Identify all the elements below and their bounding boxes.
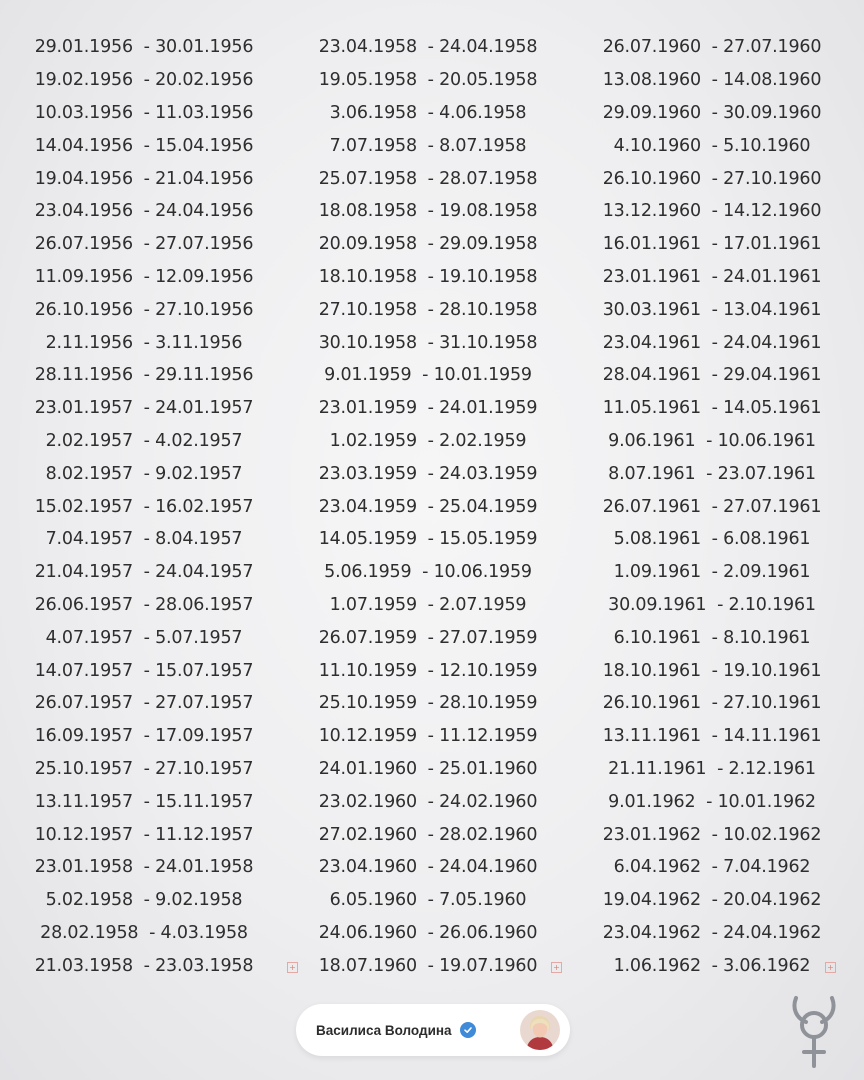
date-range-item: 6.04.1962 - 7.04.1962 [613, 857, 811, 878]
date-range-item: 14.04.1956 - 15.04.1956 [34, 135, 254, 156]
date-range-item: 8.02.1957 - 9.02.1957 [45, 463, 243, 484]
date-range-item: 19.02.1956 - 20.02.1956 [34, 70, 254, 91]
date-range-item: 26.10.1956 - 27.10.1956 [34, 299, 254, 320]
date-range-item: 23.04.1960 - 24.04.1960 [318, 857, 538, 878]
date-range-item: 18.08.1958 - 19.08.1958 [318, 201, 538, 222]
date-range-item: 28.04.1961 - 29.04.1961 [602, 365, 822, 386]
date-range-item: 1.06.1962 - 3.06.1962 [613, 955, 811, 976]
date-range-item: 23.04.1959 - 25.04.1959 [318, 496, 538, 517]
date-range-item: 23.04.1956 - 24.04.1956 [34, 201, 254, 222]
date-range-item: 26.07.1957 - 27.07.1957 [34, 693, 254, 714]
date-range-item: 3.06.1958 - 4.06.1958 [329, 102, 527, 123]
date-range-item: 30.09.1961 - 2.10.1961 [608, 594, 816, 615]
date-range-item: 5.02.1958 - 9.02.1958 [45, 890, 243, 911]
date-range-item: 14.05.1959 - 15.05.1959 [318, 529, 538, 550]
date-range-item: 23.02.1960 - 24.02.1960 [318, 791, 538, 812]
date-range-item: 13.11.1961 - 14.11.1961 [602, 726, 822, 747]
date-range-item: 14.07.1957 - 15.07.1957 [34, 660, 254, 681]
date-range-item: 7.04.1957 - 8.04.1957 [45, 529, 243, 550]
date-range-item: 11.10.1959 - 12.10.1959 [318, 660, 538, 681]
date-range-item: 10.03.1956 - 11.03.1956 [34, 102, 254, 123]
date-range-item: 19.04.1962 - 20.04.1962 [602, 890, 822, 911]
date-range-item: 28.02.1958 - 4.03.1958 [40, 922, 248, 943]
date-range-item: 23.04.1958 - 24.04.1958 [318, 37, 538, 58]
date-range-item: 30.03.1961 - 13.04.1961 [602, 299, 822, 320]
author-name: Василиса Володина [316, 1022, 452, 1038]
date-range-item: 1.09.1961 - 2.09.1961 [613, 562, 811, 583]
date-range-item: 4.07.1957 - 5.07.1957 [45, 627, 243, 648]
dates-column-1 [0, 31, 288, 982]
author-avatar [518, 1008, 562, 1052]
date-range-item: 23.01.1962 - 10.02.1962 [602, 824, 822, 845]
date-range-item: 26.07.1956 - 27.07.1956 [34, 234, 254, 255]
date-range-item: 23.01.1958 - 24.01.1958 [34, 857, 254, 878]
date-range-item: 27.10.1958 - 28.10.1958 [318, 299, 538, 320]
date-range-item: 23.01.1961 - 24.01.1961 [602, 266, 822, 287]
date-range-item: 25.10.1959 - 28.10.1959 [318, 693, 538, 714]
date-range-item: 4.10.1960 - 5.10.1960 [613, 135, 811, 156]
date-range-item: 29.09.1960 - 30.09.1960 [602, 102, 822, 123]
date-range-item: 10.12.1959 - 11.12.1959 [318, 726, 538, 747]
date-range-item: 5.06.1959 - 10.06.1959 [324, 562, 532, 583]
date-range-item: 21.03.1958 - 23.03.1958 [34, 955, 254, 976]
date-range-item: 26.07.1959 - 27.07.1959 [318, 627, 538, 648]
date-range-item: 8.07.1961 - 23.07.1961 [608, 463, 816, 484]
date-range-item: 30.10.1958 - 31.10.1958 [318, 332, 538, 353]
date-range-item: 16.01.1961 - 17.01.1961 [602, 234, 822, 255]
date-range-item: 23.04.1962 - 24.04.1962 [602, 922, 822, 943]
date-range-item: 1.02.1959 - 2.02.1959 [329, 430, 527, 451]
dates-column-3 [568, 31, 856, 982]
date-range-item: 21.04.1957 - 24.04.1957 [34, 562, 254, 583]
date-range-item: 9.01.1959 - 10.01.1959 [324, 365, 532, 386]
date-range-item: 19.05.1958 - 20.05.1958 [318, 70, 538, 91]
date-range-item: 6.10.1961 - 8.10.1961 [613, 627, 811, 648]
date-range-item: 28.11.1956 - 29.11.1956 [34, 365, 254, 386]
date-range-item: 10.12.1957 - 11.12.1957 [34, 824, 254, 845]
dates-column-2 [284, 31, 572, 982]
expand-plus-icon: + [825, 962, 836, 973]
date-range-item: 24.01.1960 - 25.01.1960 [318, 758, 538, 779]
date-range-item: 18.10.1958 - 19.10.1958 [318, 266, 538, 287]
date-range-item: 24.06.1960 - 26.06.1960 [318, 922, 538, 943]
date-range-item: 1.07.1959 - 2.07.1959 [329, 594, 527, 615]
date-range-item: 13.11.1957 - 15.11.1957 [34, 791, 254, 812]
date-range-item: 20.09.1958 - 29.09.1958 [318, 234, 538, 255]
date-range-item: 13.08.1960 - 14.08.1960 [602, 70, 822, 91]
date-range-item: 21.11.1961 - 2.12.1961 [608, 758, 816, 779]
date-range-item: 23.03.1959 - 24.03.1959 [318, 463, 538, 484]
date-range-item: 5.08.1961 - 6.08.1961 [613, 529, 811, 550]
date-range-item: 13.12.1960 - 14.12.1960 [602, 201, 822, 222]
date-range-item: 25.07.1958 - 28.07.1958 [318, 168, 538, 189]
date-range-item: 23.01.1957 - 24.01.1957 [34, 398, 254, 419]
date-range-item: 19.04.1956 - 21.04.1956 [34, 168, 254, 189]
date-range-item: 26.07.1960 - 27.07.1960 [602, 37, 822, 58]
date-range-item: 26.10.1960 - 27.10.1960 [602, 168, 822, 189]
date-range-item: 26.07.1961 - 27.07.1961 [602, 496, 822, 517]
date-range-item: 23.04.1961 - 24.04.1961 [602, 332, 822, 353]
venus-symbol-logo [784, 994, 844, 1070]
expand-plus-icon: + [551, 962, 562, 973]
date-range-item: 26.06.1957 - 28.06.1957 [34, 594, 254, 615]
date-range-item: 2.02.1957 - 4.02.1957 [45, 430, 243, 451]
date-range-item: 9.01.1962 - 10.01.1962 [608, 791, 816, 812]
date-range-item: 11.05.1961 - 14.05.1961 [602, 398, 822, 419]
date-range-item: 15.02.1957 - 16.02.1957 [34, 496, 254, 517]
date-range-item: 16.09.1957 - 17.09.1957 [34, 726, 254, 747]
date-range-item: 27.02.1960 - 28.02.1960 [318, 824, 538, 845]
date-range-item: 11.09.1956 - 12.09.1956 [34, 266, 254, 287]
date-range-item: 29.01.1956 - 30.01.1956 [34, 37, 254, 58]
date-range-item: 7.07.1958 - 8.07.1958 [329, 135, 527, 156]
author-badge[interactable] [296, 1004, 570, 1056]
date-range-item: 9.06.1961 - 10.06.1961 [608, 430, 816, 451]
date-range-item: 26.10.1961 - 27.10.1961 [602, 693, 822, 714]
date-range-item: 23.01.1959 - 24.01.1959 [318, 398, 538, 419]
date-range-item: 18.10.1961 - 19.10.1961 [602, 660, 822, 681]
date-range-item: 2.11.1956 - 3.11.1956 [45, 332, 243, 353]
date-range-item: 18.07.1960 - 19.07.1960 [318, 955, 538, 976]
verified-check-icon [460, 1022, 476, 1038]
expand-plus-icon: + [287, 962, 298, 973]
date-range-item: 25.10.1957 - 27.10.1957 [34, 758, 254, 779]
date-range-item: 6.05.1960 - 7.05.1960 [329, 890, 527, 911]
